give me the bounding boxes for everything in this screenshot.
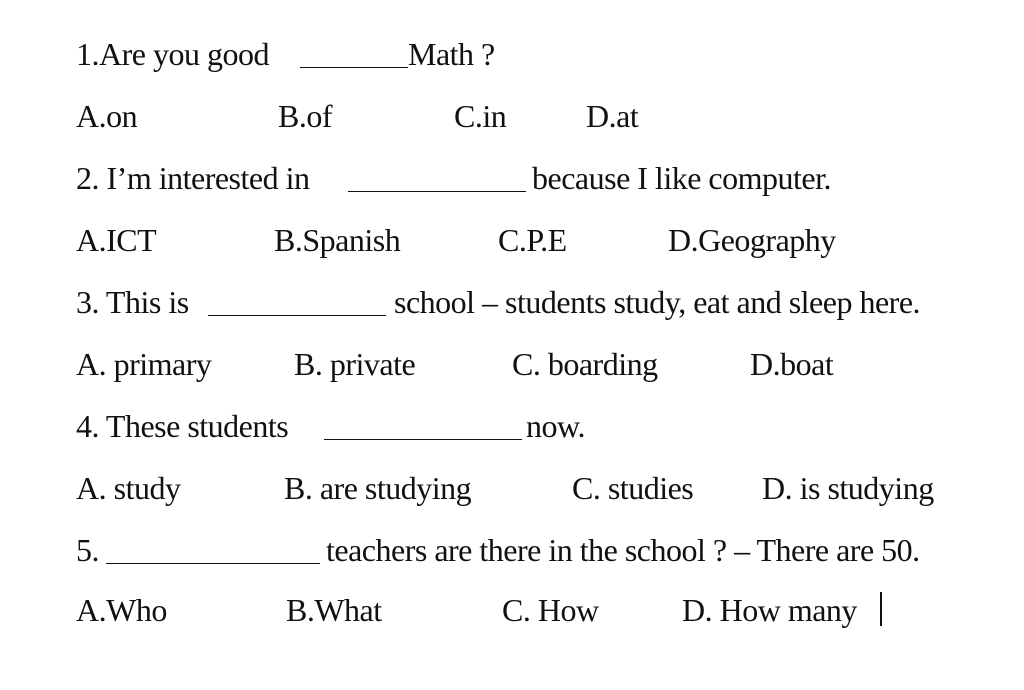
question-5-text-before: 5. <box>76 532 99 568</box>
question-5-option-d: D. How many <box>682 592 857 628</box>
question-3-option-d: D.boat <box>750 346 834 382</box>
question-3-text-after: school – students study, eat and sleep here. <box>394 284 921 320</box>
question-3-option-c: C. boarding <box>512 346 658 382</box>
question-5-blank <box>106 563 320 564</box>
question-4-option-d: D. is studying <box>762 470 934 506</box>
question-2-blank <box>348 191 526 192</box>
question-1-blank <box>300 67 408 68</box>
question-2-option-a: A.ICT <box>76 222 157 258</box>
text-cursor <box>880 592 882 626</box>
question-2-option-d: D.Geography <box>668 222 836 258</box>
question-2-option-b: B.Spanish <box>274 222 401 258</box>
question-4-option-c: C. studies <box>572 470 694 506</box>
question-2-text-after: because I like computer. <box>532 160 831 196</box>
question-4-blank <box>324 439 522 440</box>
question-1-option-c: C.in <box>454 98 507 134</box>
question-5-option-a: A.Who <box>76 592 167 628</box>
question-4-option-a: A. study <box>76 470 181 506</box>
question-3-text-before: 3. This is <box>76 284 189 320</box>
question-5-text-after: teachers are there in the school ? – There are 50. <box>326 532 920 568</box>
question-3-option-a: A. primary <box>76 346 212 382</box>
question-4-text-before: 4. These students <box>76 408 289 444</box>
question-1-option-b: B.of <box>278 98 332 134</box>
question-2-text-before: 2. I’m interested in <box>76 160 310 196</box>
question-3-blank <box>208 315 386 316</box>
question-1-option-a: A.on <box>76 98 138 134</box>
question-1-text-before: 1.Are you good <box>76 36 269 72</box>
question-1-text-after: Math ? <box>408 36 495 72</box>
question-1-option-d: D.at <box>586 98 639 134</box>
question-4-text-after: now. <box>526 408 586 444</box>
question-3-option-b: B. private <box>294 346 416 382</box>
question-5-option-c: C. How <box>502 592 599 628</box>
question-5-option-b: B.What <box>286 592 382 628</box>
question-2-option-c: C.P.E <box>498 222 567 258</box>
question-4-option-b: B. are studying <box>284 470 472 506</box>
